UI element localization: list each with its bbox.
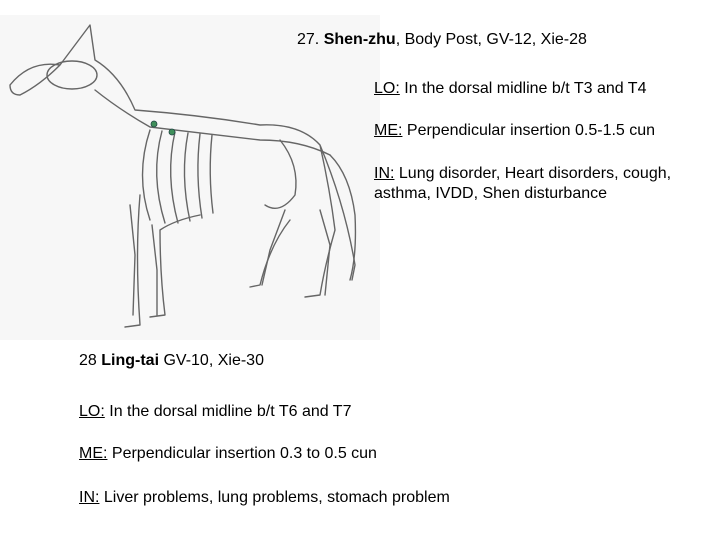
dog-outline	[10, 25, 355, 327]
point28-lo-label: LO:	[79, 403, 105, 420]
point27-name: Shen-zhu	[323, 31, 396, 48]
point28-aliases: GV-10, Xie-30	[163, 352, 264, 369]
front-leg-bones	[130, 205, 157, 315]
acupoint-gv12-marker	[151, 121, 157, 127]
point28-lo-text: In the dorsal midline b/t T6 and T7	[104, 403, 352, 420]
point27-number: 27.	[297, 31, 320, 48]
point27-me-text: Perpendicular insertion 0.5-1.5 cun	[402, 122, 656, 139]
skull-shape	[47, 61, 97, 89]
point27-lo-label: LO:	[374, 80, 400, 97]
point27-lo-text: In the dorsal midline b/t T3 and T4	[399, 80, 647, 97]
point27-method	[374, 121, 655, 141]
dog-skeleton-icon	[0, 15, 380, 340]
point28-method	[79, 444, 377, 464]
acupoint-gv10-marker	[169, 129, 175, 135]
point28-location	[79, 402, 351, 422]
point27-in-text: Lung disorder, Heart disorders, cough, asthma, IVDD, Shen disturbance	[374, 165, 672, 202]
point27-title	[297, 30, 587, 50]
point28-title	[79, 351, 264, 371]
point27-me-label: ME:	[374, 122, 403, 139]
dog-skeleton-figure	[0, 15, 380, 340]
pelvis-shape	[265, 140, 296, 208]
ribcage	[143, 130, 214, 223]
point27-indications	[374, 164, 714, 204]
point27-location	[374, 79, 646, 99]
hind-leg-bones	[262, 210, 330, 295]
point28-me-text: Perpendicular insertion 0.3 to 0.5 cun	[107, 445, 377, 462]
point28-me-label: ME:	[79, 445, 108, 462]
point28-number: 28	[79, 352, 97, 369]
point28-in-text: Liver problems, lung problems, stomach problem	[99, 489, 450, 506]
point28-name: Ling-tai	[101, 352, 160, 369]
point27-in-label: IN:	[374, 165, 395, 182]
point27-aliases: , Body Post, GV-12, Xie-28	[395, 31, 587, 48]
point28-indications	[79, 488, 450, 508]
point28-in-label: IN:	[79, 489, 100, 506]
